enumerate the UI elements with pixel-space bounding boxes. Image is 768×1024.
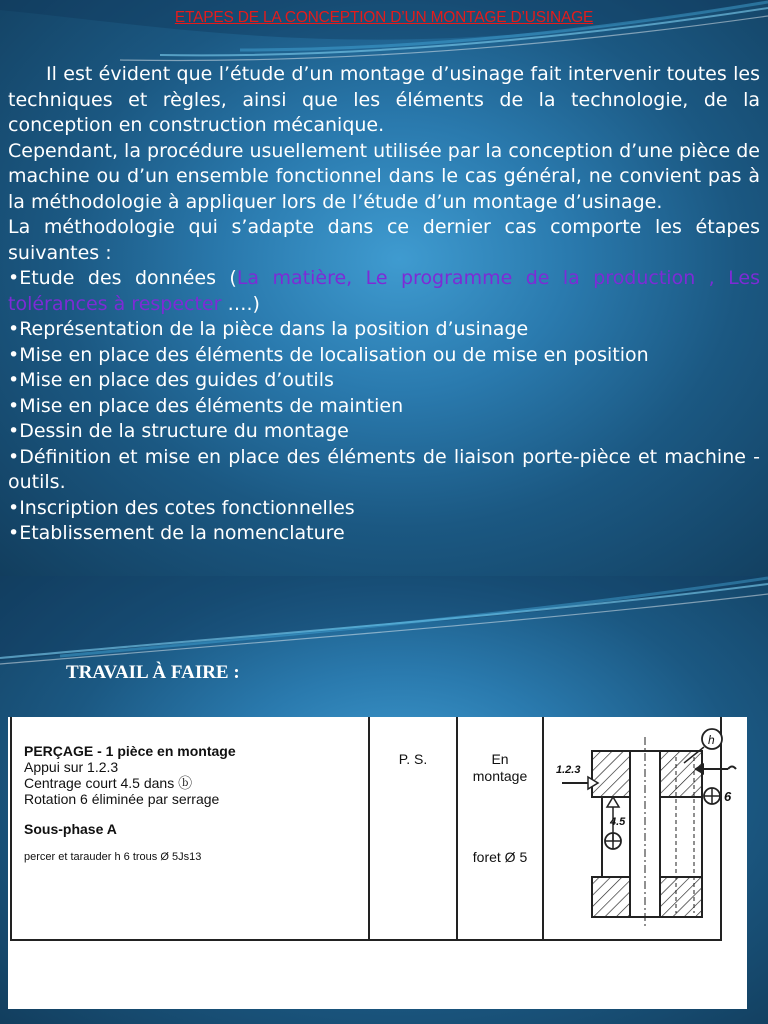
operation-description-cell bbox=[11, 717, 369, 940]
travail-heading: TRAVAIL À FAIRE : bbox=[66, 662, 240, 683]
machine-value: P. S. bbox=[398, 751, 428, 767]
operation-sheet bbox=[8, 717, 747, 1009]
sketch-cell bbox=[543, 717, 732, 940]
bullet-item: •Représentation de la pièce dans la position d’usinage bbox=[8, 318, 529, 340]
centering-line: Centrage court 4.5 dans ⓑ bbox=[24, 775, 193, 791]
task-line: percer et tarauder h 6 trous Ø 5Js13 bbox=[24, 851, 202, 863]
clamp-label: 6 bbox=[724, 789, 732, 804]
slide-travail bbox=[0, 576, 768, 1024]
bullet-item: •Etablissement de la nomenclature bbox=[8, 522, 345, 544]
bullet-item: •Mise en place des éléments de localisation ou de mise en position bbox=[8, 343, 649, 366]
surface-label: h bbox=[708, 733, 715, 747]
centering-arrow-head bbox=[607, 797, 619, 807]
mounting-value-2: montage bbox=[472, 768, 528, 784]
mounting-value-1: En bbox=[491, 751, 509, 767]
centering-label: 4.5 bbox=[610, 816, 626, 828]
tool-value: foret Ø 5 bbox=[472, 849, 528, 865]
machine-cell bbox=[369, 717, 457, 940]
paragraph-intro: Il est évident que l’étude d’un montage d’usinage fait intervenir toutes les techniques et règles, ainsi que les éléments de la technologie, de la conception en construction mécanique. bbox=[8, 63, 760, 136]
rotation-line: Rotation 6 éliminée par serrage bbox=[24, 791, 220, 807]
bullet-donnees-highlight: La matière, Le programme de la production , Les tolérances à respecter bbox=[8, 267, 760, 315]
clamp-squiggle bbox=[728, 767, 736, 770]
subphase-label: Sous-phase A bbox=[24, 821, 117, 837]
bullet-item: •Dessin de la structure du montage bbox=[8, 420, 349, 442]
mounting-cell bbox=[457, 717, 543, 940]
paragraph-procedure: Cependant, la procédure usuellement utilisée par la conception d’une pièce de machine ou d’un ensemble fonctionnel dans le cas général, ne convient pas à la méthodologie à appliquer lors de l’étude d’un montage d’usinage. bbox=[8, 139, 760, 213]
bullet-item: •Inscription des cotes fonctionnelles bbox=[8, 496, 355, 519]
bullet-etude-donnees bbox=[8, 266, 760, 317]
body-text bbox=[8, 62, 760, 547]
wave-decoration-top bbox=[0, 576, 768, 666]
bullet-donnees-suffix: ….) bbox=[221, 292, 260, 315]
slide-title: ETAPES DE LA CONCEPTION D’UN MONTAGE D’USINAGE bbox=[174, 9, 594, 26]
operation-table bbox=[10, 717, 732, 941]
bullet-donnees-prefix: •Etude des données ( bbox=[8, 267, 237, 289]
support-line: Appui sur 1.2.3 bbox=[24, 759, 119, 775]
bullet-item: •Définition et mise en place des éléments de liaison porte-pièce et machine -outils. bbox=[8, 445, 760, 493]
operation-title: PERÇAGE - 1 pièce en montage bbox=[24, 743, 236, 759]
bullet-item: •Mise en place des éléments de maintien bbox=[8, 394, 404, 417]
bullet-item: •Mise en place des guides d’outils bbox=[8, 369, 334, 391]
part-sketch bbox=[544, 717, 740, 941]
support-label: 1.2.3 bbox=[556, 764, 581, 776]
paragraph-methodology: La méthodologie qui s’adapte dans ce dernier cas comporte les étapes suivantes : bbox=[8, 216, 760, 264]
